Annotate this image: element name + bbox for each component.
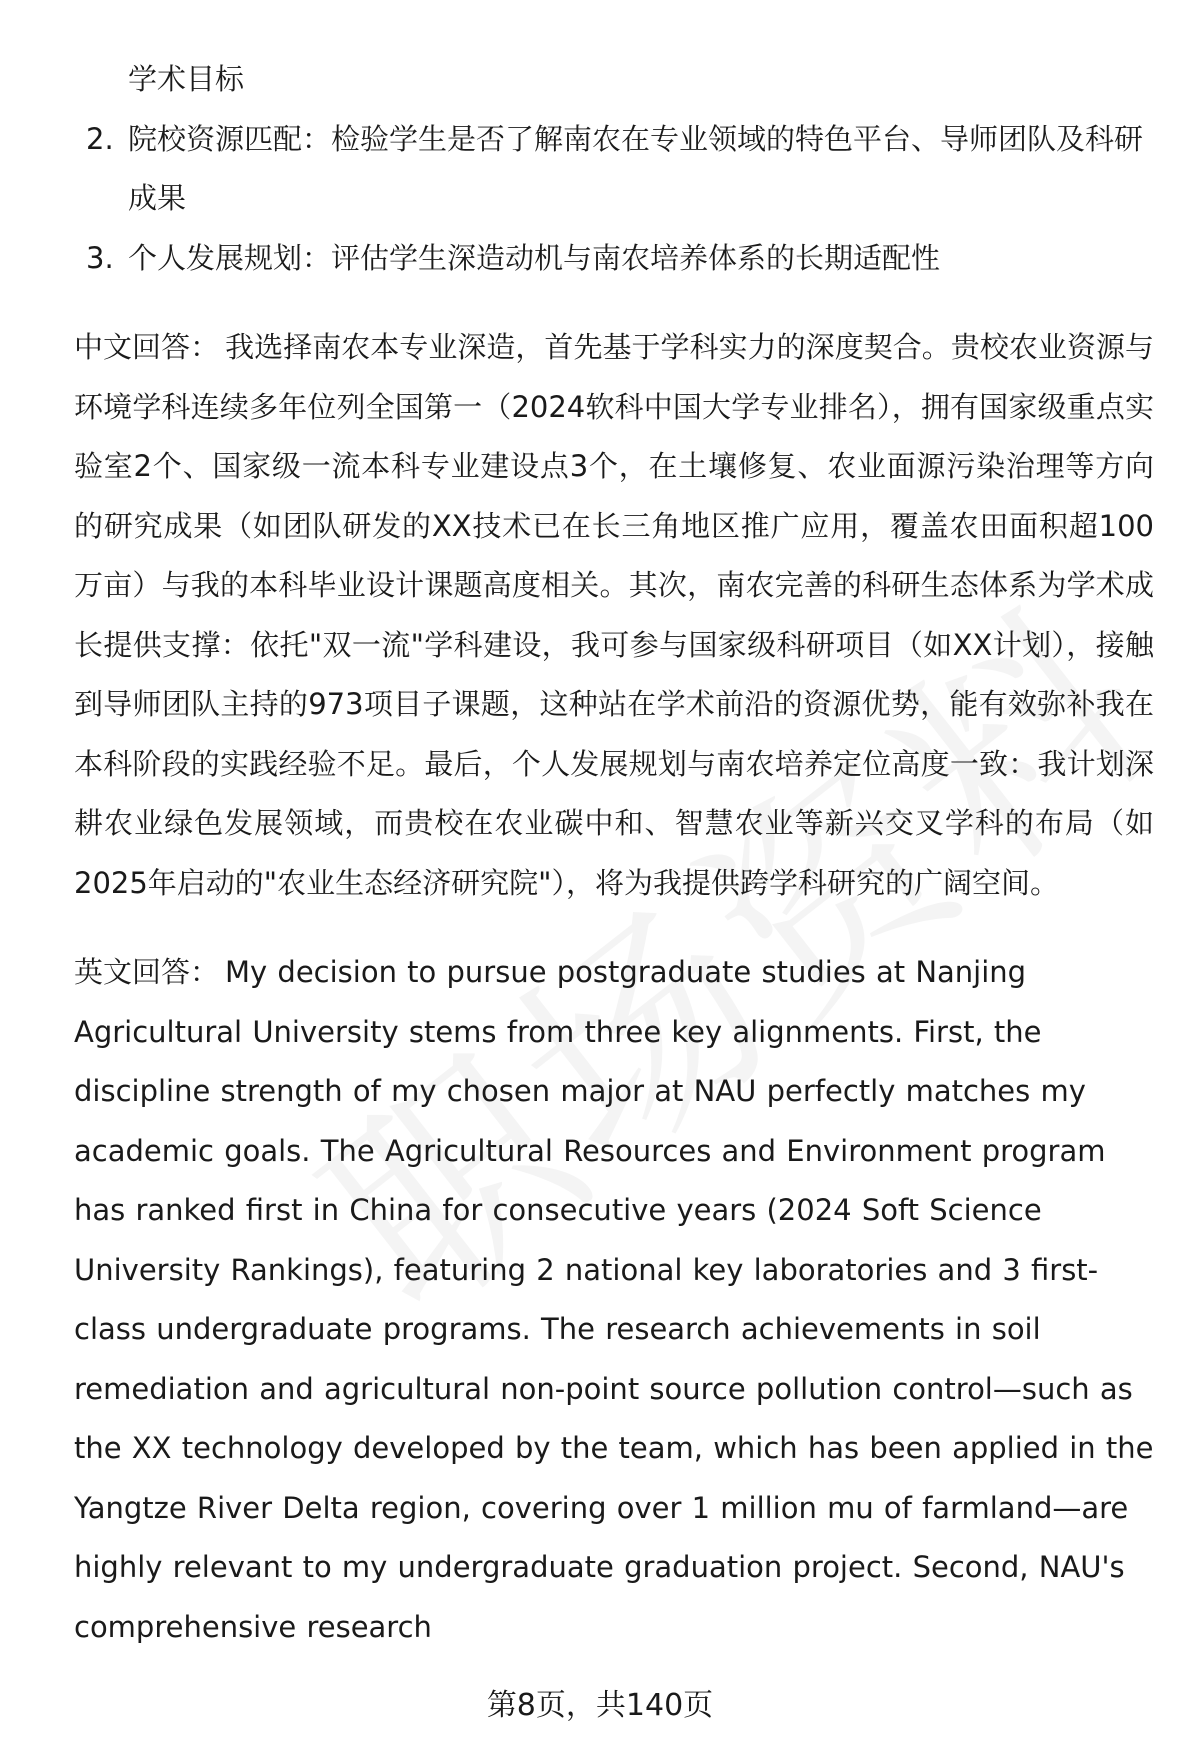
english-answer-paragraph [74, 943, 1154, 1657]
english-answer-text: My decision to pursue postgraduate studies at Nanjing Agricultural University stems from three key alignments. First, the discipline strength of my chosen major at NAU perfectly matches my academic goals. The Agricultural Resources and Environment program has ranked first in China for consecutive years (2024 Soft Science University Rankings), featuring 2 national key laboratories and 3 first-class undergraduate programs. The research achievements in soil remediation and agricultural non-point source pollution control—such as the XX technology developed by the team, which has been applied in the Yangtze River Delta region, covering over 1 million mu of farmland—are highly relevant to my undergraduate graduation project. Second, NAU's comprehensive research [74, 955, 1154, 1644]
chinese-answer-label: 中文回答： [74, 330, 220, 364]
page-number-footer: 第8页，共140页 [486, 1688, 714, 1723]
list-item-text: 个人发展规划：评估学生深造动机与南农培养体系的长期适配性 [128, 240, 941, 275]
list-item-continuation: 学术目标 [128, 62, 245, 96]
english-answer-label: 英文回答： [74, 955, 220, 989]
chinese-answer-text: 我选择南农本专业深造，首先基于学科实力的深度契合。贵校农业资源与环境学科连续多年位列全国第一（2024软科中国大学专业排名），拥有国家级重点实验室2个、国家级一流本科专业建设点3个，在土壤修复、农业面源污染治理等方向的研究成果（如团队研发的XX技术已在长三角地区推广应用，覆盖农田面积超100万亩）与我的本科毕业设计课题高度相关。其次，南农完善的科研生态体系为学术成长提供支撑：依托"双一流"学科建设，我可参与国家级科研项目（如XX计划），接触到导师团队主持的973项目子课题，这种站在学术前沿的资源优势，能有效弥补我在本科阶段的实践经验不足。最后，个人发展规划与南农培养定位高度一致：我计划深耕农业绿色发展领域，而贵校在农业碳中和、智慧农业等新兴交叉学科的布局（如2025年启动的"农业生态经济研究院"），将为我提供跨学科研究的广阔空间。 [74, 330, 1154, 900]
list-item-text: 院校资源匹配：检验学生是否了解南农在专业领域的特色平台、导师团队及科研成果 [128, 121, 1144, 215]
page-content [74, 50, 1154, 1657]
list-item [74, 110, 1154, 229]
list-item-number: 2. [86, 121, 114, 156]
list-item-number: 3. [86, 240, 114, 275]
list-item [74, 229, 1154, 289]
chinese-answer-paragraph [74, 318, 1154, 913]
